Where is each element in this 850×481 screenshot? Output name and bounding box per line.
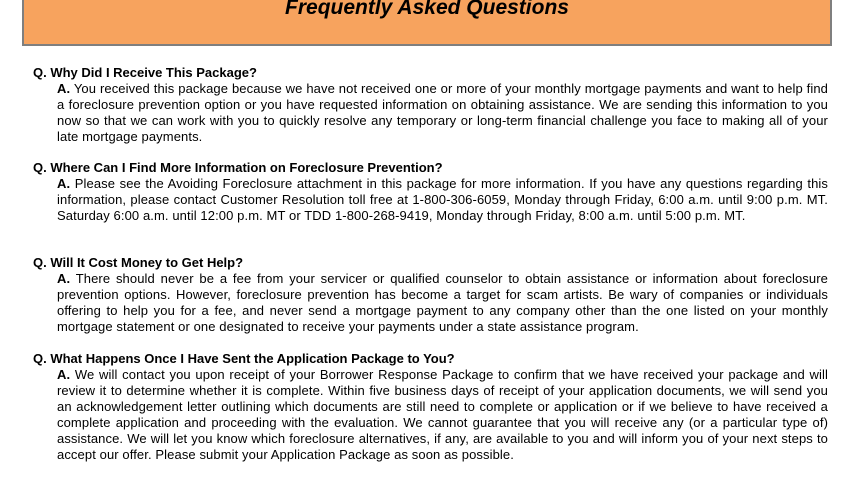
- page-title: Frequently Asked Questions: [285, 0, 569, 19]
- answer-prefix: A.: [57, 81, 71, 96]
- answer-prefix: A.: [57, 176, 71, 191]
- faq-question: Q. Will It Cost Money to Get Help?: [33, 255, 244, 270]
- faq-question: Q. What Happens Once I Have Sent the Application Package to You?: [33, 351, 455, 366]
- faq-answer: [57, 367, 828, 463]
- faq-item-after-sending: [33, 351, 828, 463]
- answer-text: Please see the Avoiding Foreclosure attachment in this package for more information. If you have any questions regarding this information, please contact Customer Resolution toll free at 1-800-306-6059, Monday through Friday, 6:00 a.m. until 9:00 p.m. MT. Saturday 6:00 a.m. until 12:00 p.m. MT or TDD 1-800-268-9419, Monday through Friday, 8:00 a.m. until 5:00 p.m. MT.: [57, 176, 828, 223]
- faq-item-cost: [33, 255, 828, 335]
- faq-answer: [57, 176, 828, 224]
- faq-header-banner: [22, 0, 832, 46]
- answer-text: You received this package because we have not received one or more of your monthly mortgage payments and want to help find a foreclosure prevention option or you have requested information on obtaining assistance. We are sending this information to you now so that we can work with you to quickly resolve any temporary or long-term financial challenge you face to making all of your late mortgage payments.: [57, 81, 829, 144]
- faq-item-why-package: [33, 65, 828, 145]
- faq-item-more-information: [33, 160, 828, 224]
- faq-answer: [57, 271, 828, 335]
- answer-text: There should never be a fee from your servicer or qualified counselor to obtain assistance or information about foreclosure prevention options. However, foreclosure prevention has become a target for scam artists. Be wary of companies or individuals offering to help you for a fee, and never send a mortgage payment to any company other than the one listed on your monthly mortgage statement or one designated to receive your payments under a state assistance program.: [57, 271, 828, 334]
- faq-question: Q. Where Can I Find More Information on Foreclosure Prevention?: [33, 160, 443, 175]
- faq-question: Q. Why Did I Receive This Package?: [33, 65, 257, 80]
- answer-prefix: A.: [57, 271, 71, 286]
- answer-prefix: A.: [57, 367, 71, 382]
- answer-text: We will contact you upon receipt of your Borrower Response Package to confirm that we have received your package and will review it to determine whether it is complete. Within five business days of receipt of your application documents, we will send you an acknowledgement letter outlining which documents are still need to complete or application or if we believe to have received a complete application and proceeding with the evaluation. We cannot guarantee that you will receive any (or a particular type of) assistance. We will let you know which foreclosure alternatives, if any, are available to you and will inform you of your next steps to accept our offer. Please submit your Application Package as soon as possible.: [57, 367, 828, 462]
- faq-answer: [57, 81, 828, 145]
